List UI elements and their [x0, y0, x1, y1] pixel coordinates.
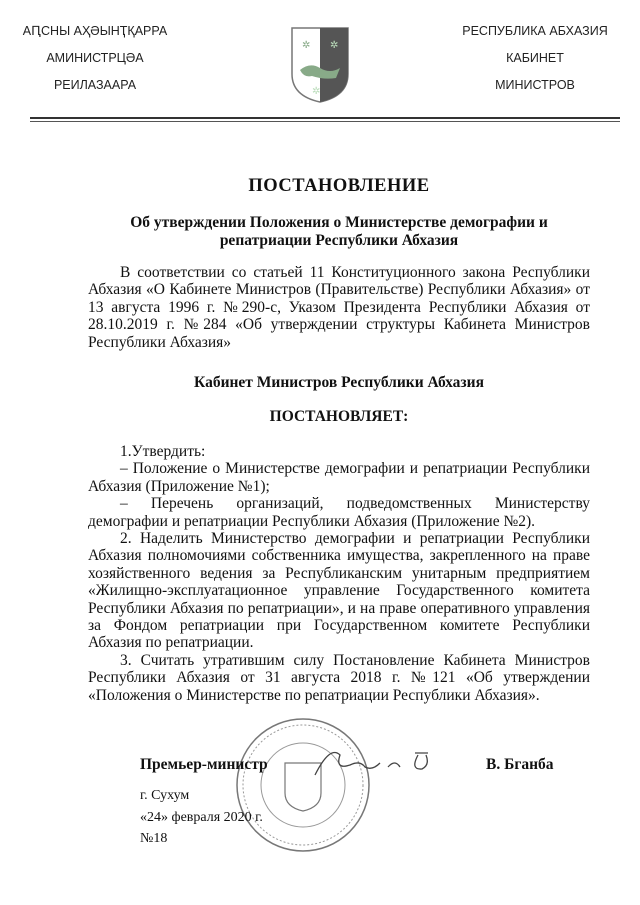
- resolves-heading: ПОСТАНОВЛЯЕТ:: [269, 408, 409, 425]
- item: 1.Утвердить:: [120, 443, 206, 460]
- signatory-name: В. Бганба: [486, 756, 554, 773]
- svg-text:✲: ✲: [302, 40, 311, 51]
- document-subtitle: Об утверждении Положения о Министерстве демографии и репатриации Республики Абхазия: [130, 214, 548, 249]
- header-right-line: РЕСПУБЛИКА АБХАЗИЯ: [462, 24, 608, 38]
- item: 3. Считать утратившим силу Постановление Кабинета Министров Республики Абхазия от 31 августа 2018 г. №121 «Об утверждении «Положения о Министерстве по репатриации Республики Абхазия».: [88, 651, 590, 704]
- header-right: [450, 18, 620, 99]
- official-seal-stamp: [233, 715, 373, 855]
- authority-heading: Кабинет Министров Республики Абхазия: [194, 374, 484, 391]
- header-left-line: РЕИЛАЗААРА: [53, 78, 137, 92]
- header-right-line: КАБИНЕТ: [506, 51, 564, 65]
- preamble: [88, 264, 590, 351]
- item: – Перечень организаций, подведомственных Министерству демографии и репатриации Республики Абхазия (Приложение №2).: [88, 495, 590, 530]
- signature: [310, 745, 450, 780]
- item: 2. Наделить Министерство демографии и репатриации Республики Абхазия полномочиями собственника имущества, закрепленного на праве хозяйственного ведения за Республиканским унитарным предприятием «Жилищно-эксплуатационное управление Государственного комитета Республики Абхазия по репатриации», и на праве оперативного управления за Фондом репатриации при Государственном комитете Республики Абхазия по репатриации.: [88, 530, 590, 652]
- document-title: ПОСТАНОВЛЕНИЕ: [248, 176, 430, 196]
- signatory-position: Премьер-министр: [140, 756, 268, 773]
- svg-text:✲: ✲: [330, 40, 339, 51]
- document-number: №18: [140, 831, 168, 846]
- preamble-text: В соответствии со статьей 11 Конституционного закона Республики Абхазия «О Кабинете Министров (Правительстве) Республики Абхазия» от 13 августа 1996 г. №290-с, Указом Президента Республики Абхазия от 28.10.2019 г. №284 «Об утверждении структуры Кабинета Министров Республики Абхазия»: [88, 264, 590, 351]
- header-divider-thin: [30, 121, 620, 122]
- header-right-line: МИНИСТРОВ: [495, 78, 575, 92]
- header-left: [20, 18, 170, 99]
- document-date: «24» февраля 2020 г.: [140, 810, 263, 825]
- header-left-line: АԤСНЫ АҲӘЫНҬҚАРРА: [22, 24, 168, 38]
- city: г. Сухум: [140, 788, 190, 803]
- resolution-items: [88, 443, 590, 704]
- svg-text:✲: ✲: [312, 86, 321, 97]
- item: – Положение о Министерстве демографии и репатриации Республики Абхазия (Приложение №1);: [88, 460, 590, 495]
- header-left-line: АМИНИСТРЦӘА: [46, 51, 144, 65]
- header-divider: [30, 117, 620, 119]
- coat-of-arms-emblem: [290, 26, 350, 104]
